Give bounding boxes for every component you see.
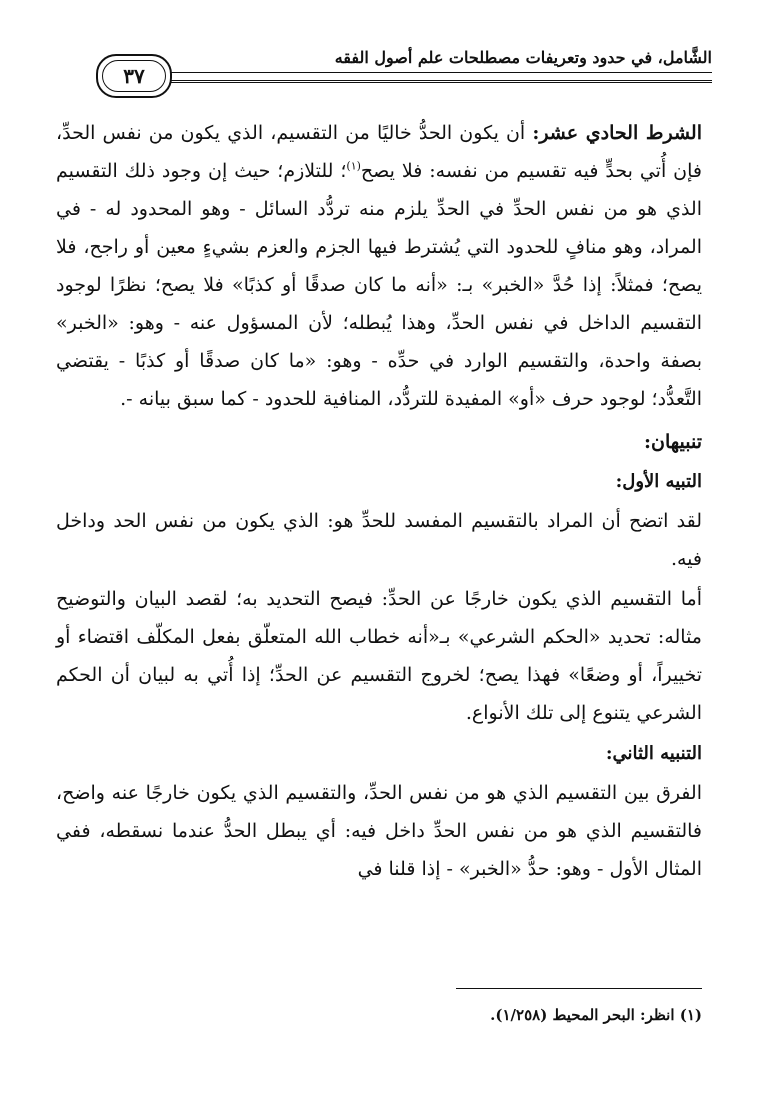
paragraph-text: ؛ للتلازم؛ حيث إن وجود ذلك التقسيم الذي هو من نفس الحدِّ في الحدِّ يلزم منه تردُّد السائل - وهو المحدود له - في المراد، وهو منافٍ للحدود التي يُشترط فيها الجزم والعزم بشيءٍ معين أو راجح، فلا يصح؛ فمثلاً: إذا حُدَّ «الخبر» بـ: «أنه ما كان صدقًا أو كذبًا» فلا يصح؛ نظرًا لوجود التقسيم الداخل في نفس الحدِّ، وهذا يُبطله؛ لأن المسؤول عنه - وهو: «الخبر» بصفة واحدة، والتقسيم الوارد في حدِّه - وهو: «ما كان صدقًا أو كذبًا - يقتضي التَّعدُّد؛ لوجود حرف «أو» المفيدة للتردُّد، المنافية للحدود - كما سبق بيانه -. (56, 160, 702, 410)
running-title: الشَّامل، في حدود وتعريفات مصطلحات علم أصول الفقه (334, 48, 712, 67)
footnote-1: (١) انظر: البحر المحيط (١/٢٥٨). (490, 1006, 702, 1024)
condition-heading: الشرط الحادي عشر: (532, 122, 702, 144)
paragraph-first-note: لقد اتضح أن المراد بالتقسيم المفسد للحدِّ هو: الذي يكون من نفس الحد وداخل فيه. (56, 510, 702, 570)
paragraph-condition-eleven (56, 114, 702, 418)
page-header (68, 44, 712, 100)
footnote-reference[interactable]: (١) (346, 159, 361, 173)
paragraph-text: أن يكون الحدُّ خاليًا من التقسيم، الذي يكون من نفس الحدِّ، فإن أُتي بحدٍّ فيه تقسيم من نفسه: فلا يصح (56, 122, 702, 182)
first-note-heading: التبيه الأول: (615, 471, 702, 492)
second-note-heading: التنبيه الثاني: (605, 743, 702, 764)
page-number: ٣٧ (123, 64, 145, 88)
paragraph-external-division: أما التقسيم الذي يكون خارجًا عن الحدِّ: فيصح التحديد به؛ لقصد البيان والتوضيح مثاله: تحديد «الحكم الشرعي» بـ«أنه خطاب الله المتعلّق بفعل المكلّف اقتضاء أو تخييراً، أو وضعًا» فهذا يصح؛ لخروج التقسيم عن الحدِّ؛ إذا أُتي به لبيان أن الحكم الشرعي يتنوع إلى تلك الأنواع. (56, 588, 702, 724)
notes-heading: تنبيهان: (643, 431, 702, 453)
paragraph-second-note: الفرق بين التقسيم الذي هو من نفس الحدِّ، والتقسيم الذي يكون خارجًا عنه واضح، فالتقسيم الذي هو من نفس الحدِّ داخل فيه: أي يبطل الحدُّ عندما نسقطه، ففي المثال الأول - وهو: حدُّ «الخبر» - إذا قلنا في (56, 782, 702, 880)
header-double-rule (164, 80, 712, 83)
page-content (56, 114, 702, 888)
page-number-frame (96, 54, 172, 98)
footnote-separator (456, 988, 702, 989)
header-rule (164, 72, 712, 73)
